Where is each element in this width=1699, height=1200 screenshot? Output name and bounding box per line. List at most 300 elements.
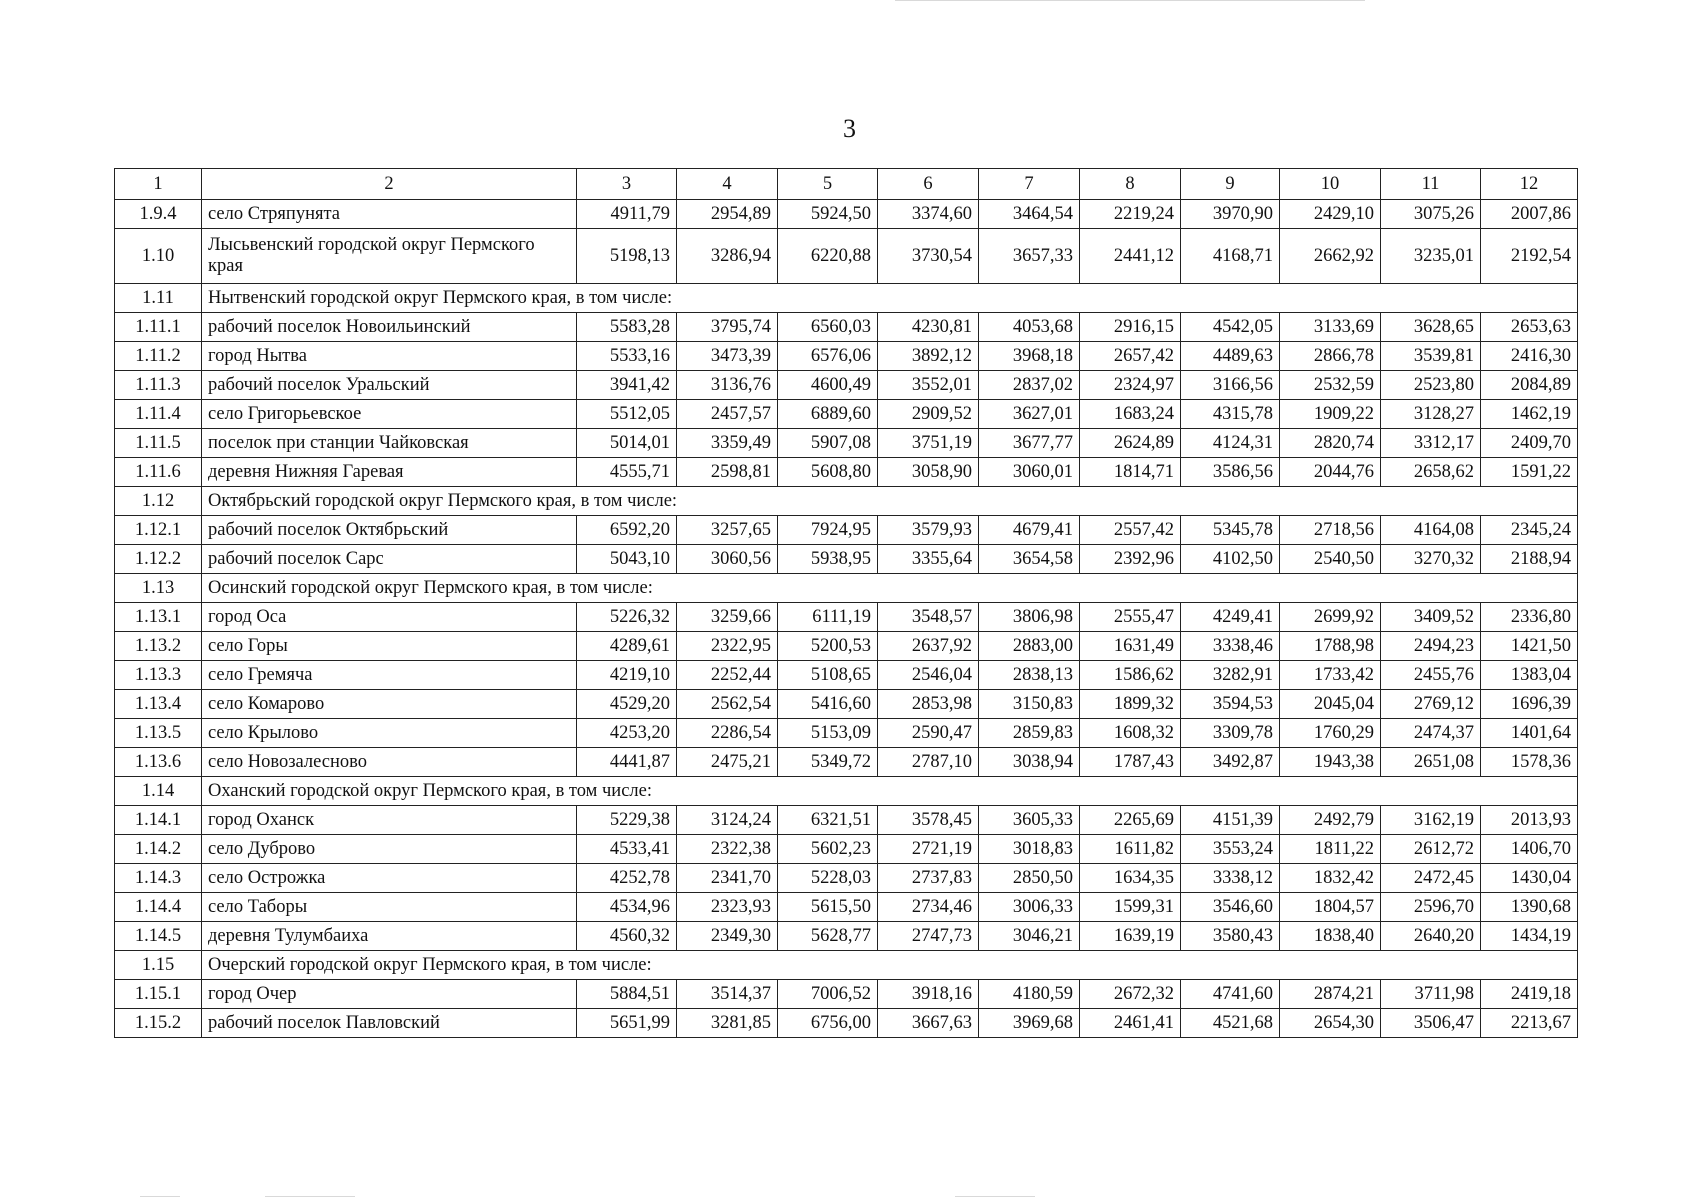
- row-name: село Острожка: [202, 864, 577, 893]
- value-cell: 5229,38: [577, 806, 677, 835]
- header-cell: 8: [1080, 169, 1181, 200]
- value-cell: 2219,24: [1080, 200, 1181, 229]
- value-cell: 3506,47: [1381, 1009, 1481, 1038]
- value-cell: 1943,38: [1280, 748, 1381, 777]
- value-cell: 4151,39: [1181, 806, 1280, 835]
- table-header-row: [115, 169, 1578, 200]
- value-cell: 3060,01: [979, 458, 1080, 487]
- row-code: 1.10: [115, 229, 202, 284]
- value-cell: 2787,10: [878, 748, 979, 777]
- value-cell: 3552,01: [878, 371, 979, 400]
- group-row: [115, 951, 1578, 980]
- row-name: деревня Тулумбаиха: [202, 922, 577, 951]
- row-name: село Стряпунята: [202, 200, 577, 229]
- row-name: город Оса: [202, 603, 577, 632]
- value-cell: 2612,72: [1381, 835, 1481, 864]
- value-cell: 4053,68: [979, 313, 1080, 342]
- value-cell: 2637,92: [878, 632, 979, 661]
- value-cell: 2624,89: [1080, 429, 1181, 458]
- value-cell: 6889,60: [778, 400, 878, 429]
- row-code: 1.14.5: [115, 922, 202, 951]
- row-name: село Дуброво: [202, 835, 577, 864]
- value-cell: 3136,76: [677, 371, 778, 400]
- row-name: село Крылово: [202, 719, 577, 748]
- value-cell: 2555,47: [1080, 603, 1181, 632]
- value-cell: 5108,65: [778, 661, 878, 690]
- value-cell: 4249,41: [1181, 603, 1280, 632]
- value-cell: 4521,68: [1181, 1009, 1280, 1038]
- value-cell: 5651,99: [577, 1009, 677, 1038]
- value-cell: 5416,60: [778, 690, 878, 719]
- value-cell: 2657,42: [1080, 342, 1181, 371]
- value-cell: 3514,37: [677, 980, 778, 1009]
- row-name: село Гремяча: [202, 661, 577, 690]
- value-cell: 2336,80: [1481, 603, 1578, 632]
- row-code: 1.15.2: [115, 1009, 202, 1038]
- value-cell: 3409,52: [1381, 603, 1481, 632]
- value-cell: 2916,15: [1080, 313, 1181, 342]
- value-cell: 3473,39: [677, 342, 778, 371]
- value-cell: 3162,19: [1381, 806, 1481, 835]
- row-name: город Оханск: [202, 806, 577, 835]
- value-cell: 6560,03: [778, 313, 878, 342]
- value-cell: 1787,43: [1080, 748, 1181, 777]
- group-title: Нытвенский городской округ Пермского края, в том числе:: [202, 284, 1578, 313]
- value-cell: 3586,56: [1181, 458, 1280, 487]
- row-name: рабочий поселок Октябрьский: [202, 516, 577, 545]
- value-cell: 3970,90: [1181, 200, 1280, 229]
- value-cell: 2322,38: [677, 835, 778, 864]
- header-cell: 7: [979, 169, 1080, 200]
- data-table: [114, 168, 1578, 1038]
- value-cell: 1631,49: [1080, 632, 1181, 661]
- value-cell: 2416,30: [1481, 342, 1578, 371]
- table-row: [115, 603, 1578, 632]
- value-cell: 4542,05: [1181, 313, 1280, 342]
- value-cell: 4489,63: [1181, 342, 1280, 371]
- table-row: [115, 719, 1578, 748]
- value-cell: 4679,41: [979, 516, 1080, 545]
- row-code: 1.12.1: [115, 516, 202, 545]
- value-cell: 2322,95: [677, 632, 778, 661]
- value-cell: 3539,81: [1381, 342, 1481, 371]
- scan-artifact: [265, 1196, 355, 1197]
- header-cell: 4: [677, 169, 778, 200]
- table-row: [115, 632, 1578, 661]
- value-cell: 3046,21: [979, 922, 1080, 951]
- row-code: 1.11.4: [115, 400, 202, 429]
- value-cell: 1639,19: [1080, 922, 1181, 951]
- value-cell: 5907,08: [778, 429, 878, 458]
- value-cell: 5628,77: [778, 922, 878, 951]
- value-cell: 6592,20: [577, 516, 677, 545]
- value-cell: 3058,90: [878, 458, 979, 487]
- header-cell: 2: [202, 169, 577, 200]
- value-cell: 3579,93: [878, 516, 979, 545]
- value-cell: 4911,79: [577, 200, 677, 229]
- table-row: [115, 516, 1578, 545]
- value-cell: 2596,70: [1381, 893, 1481, 922]
- row-code: 1.12.2: [115, 545, 202, 574]
- value-cell: 3627,01: [979, 400, 1080, 429]
- value-cell: 6756,00: [778, 1009, 878, 1038]
- value-cell: 1430,04: [1481, 864, 1578, 893]
- row-code: 1.14.2: [115, 835, 202, 864]
- value-cell: 1591,22: [1481, 458, 1578, 487]
- value-cell: 6576,06: [778, 342, 878, 371]
- value-cell: 4741,60: [1181, 980, 1280, 1009]
- value-cell: 2045,04: [1280, 690, 1381, 719]
- value-cell: 1788,98: [1280, 632, 1381, 661]
- value-cell: 2044,76: [1280, 458, 1381, 487]
- value-cell: 2345,24: [1481, 516, 1578, 545]
- group-title: Осинский городской округ Пермского края, в том числе:: [202, 574, 1578, 603]
- table-row: [115, 748, 1578, 777]
- value-cell: 5512,05: [577, 400, 677, 429]
- value-cell: 1804,57: [1280, 893, 1381, 922]
- value-cell: 3667,63: [878, 1009, 979, 1038]
- value-cell: 3338,46: [1181, 632, 1280, 661]
- page-number: 3: [843, 114, 856, 143]
- header-cell: 3: [577, 169, 677, 200]
- value-cell: 4560,32: [577, 922, 677, 951]
- value-cell: 2747,73: [878, 922, 979, 951]
- value-cell: 2909,52: [878, 400, 979, 429]
- value-cell: 3806,98: [979, 603, 1080, 632]
- value-cell: 1733,42: [1280, 661, 1381, 690]
- value-cell: 2874,21: [1280, 980, 1381, 1009]
- value-cell: 3124,24: [677, 806, 778, 835]
- value-cell: 3654,58: [979, 545, 1080, 574]
- row-name: село Григорьевское: [202, 400, 577, 429]
- value-cell: 1406,70: [1481, 835, 1578, 864]
- value-cell: 3235,01: [1381, 229, 1481, 284]
- value-cell: 1909,22: [1280, 400, 1381, 429]
- value-cell: 4219,10: [577, 661, 677, 690]
- value-cell: 2654,30: [1280, 1009, 1381, 1038]
- row-code: 1.13.1: [115, 603, 202, 632]
- value-cell: 1683,24: [1080, 400, 1181, 429]
- header-cell: 12: [1481, 169, 1578, 200]
- header-cell: 11: [1381, 169, 1481, 200]
- value-cell: 5198,13: [577, 229, 677, 284]
- value-cell: 2546,04: [878, 661, 979, 690]
- value-cell: 1586,62: [1080, 661, 1181, 690]
- value-cell: 2837,02: [979, 371, 1080, 400]
- table-row: [115, 1009, 1578, 1038]
- value-cell: 3892,12: [878, 342, 979, 371]
- value-cell: 2853,98: [878, 690, 979, 719]
- value-cell: 3018,83: [979, 835, 1080, 864]
- value-cell: 3257,65: [677, 516, 778, 545]
- row-name: рабочий поселок Новоильинский: [202, 313, 577, 342]
- value-cell: 2324,97: [1080, 371, 1181, 400]
- table-row: [115, 893, 1578, 922]
- value-cell: 5533,16: [577, 342, 677, 371]
- row-name: село Горы: [202, 632, 577, 661]
- value-cell: 2461,41: [1080, 1009, 1181, 1038]
- value-cell: 1832,42: [1280, 864, 1381, 893]
- value-cell: 2651,08: [1381, 748, 1481, 777]
- row-code: 1.13.5: [115, 719, 202, 748]
- value-cell: 2672,32: [1080, 980, 1181, 1009]
- value-cell: 1608,32: [1080, 719, 1181, 748]
- value-cell: 4600,49: [778, 371, 878, 400]
- row-name: поселок при станции Чайковская: [202, 429, 577, 458]
- table-row: [115, 429, 1578, 458]
- value-cell: 1462,19: [1481, 400, 1578, 429]
- value-cell: 2658,62: [1381, 458, 1481, 487]
- row-code: 1.11.2: [115, 342, 202, 371]
- value-cell: 4164,08: [1381, 516, 1481, 545]
- value-cell: 2737,83: [878, 864, 979, 893]
- row-code: 1.12: [115, 487, 202, 516]
- table-row: [115, 458, 1578, 487]
- value-cell: 4168,71: [1181, 229, 1280, 284]
- value-cell: 1696,39: [1481, 690, 1578, 719]
- value-cell: 4534,96: [577, 893, 677, 922]
- value-cell: 5200,53: [778, 632, 878, 661]
- value-cell: 2850,50: [979, 864, 1080, 893]
- value-cell: 4441,87: [577, 748, 677, 777]
- value-cell: 2007,86: [1481, 200, 1578, 229]
- value-cell: 3286,94: [677, 229, 778, 284]
- header-cell: 5: [778, 169, 878, 200]
- value-cell: 6220,88: [778, 229, 878, 284]
- row-name: рабочий поселок Павловский: [202, 1009, 577, 1038]
- value-cell: 2409,70: [1481, 429, 1578, 458]
- value-cell: 5153,09: [778, 719, 878, 748]
- value-cell: 3492,87: [1181, 748, 1280, 777]
- value-cell: 7006,52: [778, 980, 878, 1009]
- table-row: [115, 835, 1578, 864]
- value-cell: 3359,49: [677, 429, 778, 458]
- table-row: [115, 313, 1578, 342]
- scan-artifact: [955, 1196, 1035, 1197]
- value-cell: 1811,22: [1280, 835, 1381, 864]
- value-cell: 4533,41: [577, 835, 677, 864]
- value-cell: 3355,64: [878, 545, 979, 574]
- value-cell: 2392,96: [1080, 545, 1181, 574]
- row-code: 1.15: [115, 951, 202, 980]
- value-cell: 1899,32: [1080, 690, 1181, 719]
- row-name: город Нытва: [202, 342, 577, 371]
- value-cell: 2523,80: [1381, 371, 1481, 400]
- header-cell: 10: [1280, 169, 1381, 200]
- value-cell: 3546,60: [1181, 893, 1280, 922]
- value-cell: 3133,69: [1280, 313, 1381, 342]
- table-row: [115, 371, 1578, 400]
- value-cell: 2721,19: [878, 835, 979, 864]
- value-cell: 3795,74: [677, 313, 778, 342]
- table-row: [115, 400, 1578, 429]
- value-cell: 2640,20: [1381, 922, 1481, 951]
- value-cell: 2323,93: [677, 893, 778, 922]
- value-cell: 2954,89: [677, 200, 778, 229]
- row-code: 1.13.6: [115, 748, 202, 777]
- scan-artifact: [895, 0, 1365, 1]
- value-cell: 5043,10: [577, 545, 677, 574]
- row-code: 1.13.3: [115, 661, 202, 690]
- value-cell: 1634,35: [1080, 864, 1181, 893]
- value-cell: 2540,50: [1280, 545, 1381, 574]
- value-cell: 2341,70: [677, 864, 778, 893]
- value-cell: 2441,12: [1080, 229, 1181, 284]
- table-row: [115, 342, 1578, 371]
- row-code: 1.13.2: [115, 632, 202, 661]
- value-cell: 2084,89: [1481, 371, 1578, 400]
- value-cell: 3338,12: [1181, 864, 1280, 893]
- value-cell: 2734,46: [878, 893, 979, 922]
- table-row: [115, 690, 1578, 719]
- row-code: 1.15.1: [115, 980, 202, 1009]
- value-cell: 2472,45: [1381, 864, 1481, 893]
- value-cell: 3281,85: [677, 1009, 778, 1038]
- group-title: Очерский городской округ Пермского края, в том числе:: [202, 951, 1578, 980]
- value-cell: 5924,50: [778, 200, 878, 229]
- value-cell: 2494,23: [1381, 632, 1481, 661]
- value-cell: 5602,23: [778, 835, 878, 864]
- value-cell: 2598,81: [677, 458, 778, 487]
- value-cell: 5226,32: [577, 603, 677, 632]
- row-name: город Очер: [202, 980, 577, 1009]
- row-code: 1.13: [115, 574, 202, 603]
- header-cell: 1: [115, 169, 202, 200]
- row-code: 1.14: [115, 777, 202, 806]
- value-cell: 3730,54: [878, 229, 979, 284]
- value-cell: 3605,33: [979, 806, 1080, 835]
- value-cell: 3918,16: [878, 980, 979, 1009]
- value-cell: 2474,37: [1381, 719, 1481, 748]
- value-cell: 3270,32: [1381, 545, 1481, 574]
- value-cell: 1611,82: [1080, 835, 1181, 864]
- value-cell: 3751,19: [878, 429, 979, 458]
- group-row: [115, 284, 1578, 313]
- value-cell: 5608,80: [778, 458, 878, 487]
- row-code: 1.11.1: [115, 313, 202, 342]
- table-row: [115, 661, 1578, 690]
- value-cell: 6321,51: [778, 806, 878, 835]
- row-code: 1.14.1: [115, 806, 202, 835]
- value-cell: 3578,45: [878, 806, 979, 835]
- row-name: село Комарово: [202, 690, 577, 719]
- table-row: [115, 200, 1578, 229]
- table-row: [115, 980, 1578, 1009]
- row-name: рабочий поселок Уральский: [202, 371, 577, 400]
- value-cell: 2457,57: [677, 400, 778, 429]
- value-cell: 2838,13: [979, 661, 1080, 690]
- value-cell: 2213,67: [1481, 1009, 1578, 1038]
- value-cell: 2265,69: [1080, 806, 1181, 835]
- value-cell: 3594,53: [1181, 690, 1280, 719]
- value-cell: 3038,94: [979, 748, 1080, 777]
- row-code: 1.14.4: [115, 893, 202, 922]
- value-cell: 5349,72: [778, 748, 878, 777]
- value-cell: 2557,42: [1080, 516, 1181, 545]
- value-cell: 4289,61: [577, 632, 677, 661]
- value-cell: 2532,59: [1280, 371, 1381, 400]
- value-cell: 1578,36: [1481, 748, 1578, 777]
- row-code: 1.11: [115, 284, 202, 313]
- value-cell: 4529,20: [577, 690, 677, 719]
- value-cell: 2455,76: [1381, 661, 1481, 690]
- row-name: рабочий поселок Сарс: [202, 545, 577, 574]
- value-cell: 5583,28: [577, 313, 677, 342]
- value-cell: 3968,18: [979, 342, 1080, 371]
- value-cell: 3150,83: [979, 690, 1080, 719]
- header-cell: 9: [1181, 169, 1280, 200]
- value-cell: 1401,64: [1481, 719, 1578, 748]
- value-cell: 4124,31: [1181, 429, 1280, 458]
- value-cell: 2013,93: [1481, 806, 1578, 835]
- group-row: [115, 777, 1578, 806]
- row-code: 1.11.3: [115, 371, 202, 400]
- row-code: 1.14.3: [115, 864, 202, 893]
- header-cell: 6: [878, 169, 979, 200]
- value-cell: 3374,60: [878, 200, 979, 229]
- value-cell: 4252,78: [577, 864, 677, 893]
- value-cell: 1599,31: [1080, 893, 1181, 922]
- value-cell: 3128,27: [1381, 400, 1481, 429]
- value-cell: 2662,92: [1280, 229, 1381, 284]
- value-cell: 3628,65: [1381, 313, 1481, 342]
- value-cell: 3553,24: [1181, 835, 1280, 864]
- value-cell: 5228,03: [778, 864, 878, 893]
- value-cell: 7924,95: [778, 516, 878, 545]
- value-cell: 2429,10: [1280, 200, 1381, 229]
- value-cell: 5345,78: [1181, 516, 1280, 545]
- value-cell: 3309,78: [1181, 719, 1280, 748]
- value-cell: 1434,19: [1481, 922, 1578, 951]
- value-cell: 3548,57: [878, 603, 979, 632]
- value-cell: 3711,98: [1381, 980, 1481, 1009]
- value-cell: 1383,04: [1481, 661, 1578, 690]
- value-cell: 3464,54: [979, 200, 1080, 229]
- value-cell: 3282,91: [1181, 661, 1280, 690]
- row-name: село Таборы: [202, 893, 577, 922]
- row-code: 1.11.5: [115, 429, 202, 458]
- value-cell: 4555,71: [577, 458, 677, 487]
- value-cell: 2252,44: [677, 661, 778, 690]
- scan-artifact: [140, 1196, 180, 1197]
- value-cell: 1838,40: [1280, 922, 1381, 951]
- group-row: [115, 487, 1578, 516]
- value-cell: 3677,77: [979, 429, 1080, 458]
- value-cell: 4230,81: [878, 313, 979, 342]
- row-code: 1.11.6: [115, 458, 202, 487]
- table-row: [115, 864, 1578, 893]
- group-title: Октябрьский городской округ Пермского края, в том числе:: [202, 487, 1578, 516]
- value-cell: 2653,63: [1481, 313, 1578, 342]
- value-cell: 2492,79: [1280, 806, 1381, 835]
- value-cell: 3060,56: [677, 545, 778, 574]
- value-cell: 2866,78: [1280, 342, 1381, 371]
- value-cell: 2192,54: [1481, 229, 1578, 284]
- value-cell: 2349,30: [677, 922, 778, 951]
- value-cell: 1390,68: [1481, 893, 1578, 922]
- value-cell: 1421,50: [1481, 632, 1578, 661]
- value-cell: 2859,83: [979, 719, 1080, 748]
- value-cell: 4315,78: [1181, 400, 1280, 429]
- value-cell: 2820,74: [1280, 429, 1381, 458]
- row-name: Лысьвенский городской округ Пермского края: [202, 229, 577, 284]
- table-body: [115, 169, 1578, 1038]
- value-cell: 3657,33: [979, 229, 1080, 284]
- value-cell: 3312,17: [1381, 429, 1481, 458]
- group-row: [115, 574, 1578, 603]
- value-cell: 2883,00: [979, 632, 1080, 661]
- value-cell: 5884,51: [577, 980, 677, 1009]
